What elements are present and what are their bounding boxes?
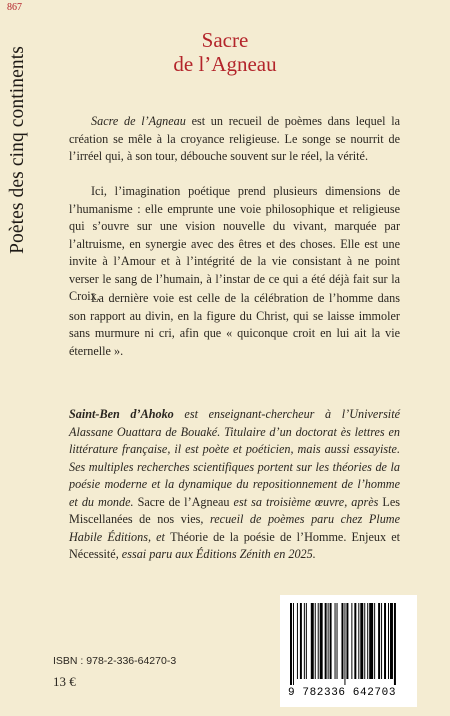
barcode-bar — [388, 603, 389, 679]
barcode-bar — [346, 603, 348, 679]
barcode-bar — [351, 603, 352, 679]
barcode-bar — [311, 603, 314, 679]
book-title — [110, 28, 340, 76]
barcode-bar — [354, 603, 356, 679]
barcode-bar — [358, 603, 359, 679]
blurb-paragraph-2 — [69, 183, 400, 306]
barcode-bar — [304, 603, 305, 679]
series-name-text: Poètes des cinq continents — [7, 46, 28, 254]
author-work-1: Sacre de l’Agneau — [137, 494, 230, 509]
barcode-bar — [367, 603, 368, 679]
barcode-bar — [374, 603, 375, 679]
barcode-bar — [325, 603, 327, 679]
author-bio-s1: est enseignant-chercheur à l’Université Alassane Ouattara de Bouaké. Titulaire d’un doctorat ès lettres en littérature française, il est poète et poéticien, mais aussi essayiste. Ses multiples recherches scientifiques portent sur les théories de la poésie moderne et la dynamique du repositionnement de l’homme et du monde. — [69, 407, 400, 509]
barcode — [280, 595, 417, 707]
barcode-bar — [344, 603, 345, 685]
series-number: 867 — [7, 2, 22, 13]
isbn: ISBN : 978-2-336-64270-3 — [53, 655, 177, 667]
barcode-bar — [330, 603, 332, 679]
barcode-bar — [394, 603, 396, 685]
price: 13 € — [53, 674, 76, 689]
author-bio-s4: , essai paru aux Éditions Zénith en 2025. — [115, 547, 316, 561]
barcode-bar — [328, 603, 329, 679]
author-name: Saint-Ben d’Ahoko — [69, 407, 174, 421]
barcode-bar — [320, 603, 323, 679]
barcode-bar — [318, 603, 319, 679]
barcode-bar — [384, 603, 386, 679]
barcode-bar — [297, 603, 298, 679]
author-bio — [69, 406, 400, 564]
barcode-bar — [335, 603, 336, 679]
blurb-paragraph-3-text: La dernière voie est celle de la célébration de l’homme dans son rapport au divin, en la figure du Christ, qui se laisse immoler sans murmure ni cri, afin que « quiconque croit en lui ait la vie éternelle ». — [69, 291, 400, 358]
book-title-line2: de l’Agneau — [173, 52, 277, 76]
barcode-bar — [390, 603, 393, 679]
barcode-bar — [341, 603, 343, 679]
blurb-paragraph-2-text: Ici, l’imagination poétique prend plusieurs dimensions de l’humanisme : elle emprunte une voie philosophique et religieuse qui s’ouvre sur une vision nouvelle du vivant, marquée par l’altruisme, en synergie avec des êtres et des choses. Elle est une invite à l’Amour et à l’intégrité de la vie consistant à ne point verser le sang de l’humain, à l’instar de ce qui a été déjà fait sur la Croix. — [69, 184, 400, 303]
barcode-bars — [280, 595, 417, 687]
barcode-bar — [337, 603, 338, 679]
blurb-title-ref: Sacre de l’Agneau — [91, 114, 186, 128]
author-work-2: Les Miscellanées de nos vies — [69, 494, 400, 526]
barcode-bar — [300, 603, 302, 679]
blurb-paragraph-3 — [69, 290, 400, 360]
author-bio-s3: , recueil de poèmes paru chez Plume Habile Éditions, et — [69, 512, 400, 544]
barcode-bar — [381, 603, 382, 679]
blurb-paragraph-1-text: est un recueil de poèmes dans lequel la création se mêle à la croyance religieuse. Le songe se nourrit de l’irréel qui, à son tour, débouche souvent sur le réel, la vérité. — [69, 114, 400, 163]
barcode-bar — [364, 603, 365, 679]
barcode-bar — [360, 603, 363, 679]
blurb-paragraph-1 — [69, 113, 400, 166]
series-name-vertical — [0, 20, 36, 280]
barcode-bar — [378, 603, 380, 679]
barcode-digits: 9 782336 642703 — [288, 687, 397, 699]
author-work-3: Théorie de la poésie de l’Homme. Enjeux et Nécessité — [69, 529, 401, 561]
book-title-line1: Sacre — [201, 28, 249, 52]
barcode-bar — [369, 603, 373, 679]
barcode-bar — [306, 603, 307, 679]
barcode-bar — [290, 603, 292, 685]
barcode-bar — [315, 603, 316, 679]
barcode-bar — [293, 603, 294, 685]
author-bio-s2: est sa troisième œuvre, après — [229, 494, 383, 509]
